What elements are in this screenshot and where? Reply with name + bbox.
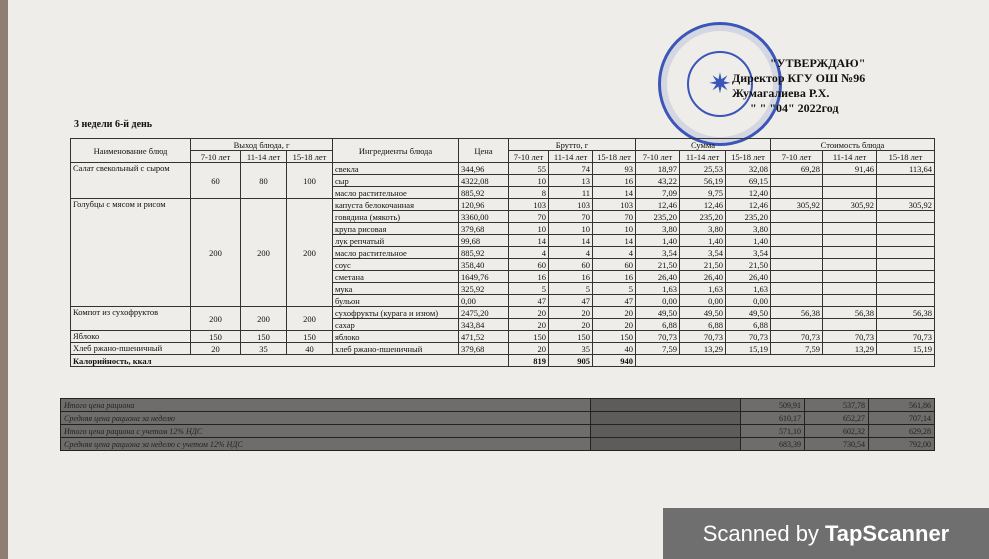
approval-date: " " "04" 2022год [750, 101, 839, 115]
age-header: 15-18 лет [877, 151, 935, 163]
gross-cell: 47 [509, 295, 549, 307]
summary-gap [591, 412, 741, 425]
cost-empty [771, 319, 823, 331]
sum-cell: 12,46 [680, 199, 726, 211]
ingredient-cell: масло растительное [333, 187, 459, 199]
cost-cell: 70,73 [877, 331, 935, 343]
price-cell: 1649,76 [459, 271, 509, 283]
gross-cell: 10 [593, 223, 636, 235]
summary-label: Итого цена рациона [61, 399, 591, 412]
ingredient-cell: говядина (мякоть) [333, 211, 459, 223]
gross-cell: 4 [593, 247, 636, 259]
header-gross: Брутто, г [509, 139, 636, 151]
gross-cell: 60 [593, 259, 636, 271]
dish-name: Компот из сухофруктов [71, 307, 191, 331]
cost-cell: 13,29 [823, 343, 877, 355]
ingredient-cell: крупа рисовая [333, 223, 459, 235]
sum-cell: 3,54 [680, 247, 726, 259]
header-ingredients: Ингредиенты блюда [333, 139, 459, 163]
cost-cell: 70,73 [823, 331, 877, 343]
cost-empty [877, 259, 935, 271]
sum-cell: 3,54 [726, 247, 771, 259]
sum-cell: 7,09 [636, 187, 680, 199]
cost-empty [771, 175, 823, 187]
gross-cell: 4 [549, 247, 593, 259]
sum-cell: 21,50 [726, 259, 771, 271]
cost-empty [823, 271, 877, 283]
gross-cell: 103 [593, 199, 636, 211]
yield-cell: 150 [241, 331, 287, 343]
summary-label: Итого цена рациона с учетом 12% НДС [61, 425, 591, 438]
yield-cell: 20 [191, 343, 241, 355]
age-header: 7-10 лет [191, 151, 241, 163]
sum-cell: 69,15 [726, 175, 771, 187]
summary-row [61, 438, 935, 451]
ingredient-cell: бульон [333, 295, 459, 307]
gross-cell: 10 [509, 223, 549, 235]
sum-cell: 70,73 [636, 331, 680, 343]
summary-value: 610,17 [741, 412, 805, 425]
sum-cell: 6,88 [726, 319, 771, 331]
sum-cell: 1,63 [680, 283, 726, 295]
price-cell: 343,84 [459, 319, 509, 331]
header-row-1 [71, 139, 935, 151]
sum-cell: 21,50 [680, 259, 726, 271]
ingredient-cell: свекла [333, 163, 459, 175]
ingredient-cell: сметана [333, 271, 459, 283]
gross-cell: 150 [509, 331, 549, 343]
summary-row [61, 425, 935, 438]
summary-value: 683,39 [741, 438, 805, 451]
cost-empty [771, 211, 823, 223]
gross-cell: 20 [509, 319, 549, 331]
gross-cell: 47 [593, 295, 636, 307]
ingredient-cell: масло растительное [333, 247, 459, 259]
summary-value: 792,00 [869, 438, 935, 451]
cost-empty [771, 259, 823, 271]
calories-value: 819 [509, 355, 549, 367]
cost-empty [823, 235, 877, 247]
sum-cell: 3,54 [636, 247, 680, 259]
gross-cell: 5 [549, 283, 593, 295]
age-header: 15-18 лет [287, 151, 333, 163]
price-cell: 885,92 [459, 187, 509, 199]
ingredient-cell: хлеб ржано-пшеничный [333, 343, 459, 355]
cost-cell: 56,38 [823, 307, 877, 319]
price-cell: 2475,20 [459, 307, 509, 319]
sum-cell: 26,40 [680, 271, 726, 283]
sum-cell: 70,73 [680, 331, 726, 343]
scanner-prefix: Scanned by [702, 520, 819, 546]
scanner-watermark [663, 508, 989, 559]
cost-cell: 56,38 [771, 307, 823, 319]
price-cell: 3360,00 [459, 211, 509, 223]
gross-cell: 70 [509, 211, 549, 223]
yield-cell: 200 [241, 199, 287, 307]
header-dish: Наименование блюд [71, 139, 191, 163]
gross-cell: 20 [593, 307, 636, 319]
gross-cell: 40 [593, 343, 636, 355]
cost-cell: 113,64 [877, 163, 935, 175]
gross-cell: 35 [549, 343, 593, 355]
ingredient-cell: капуста белокочанная [333, 199, 459, 211]
price-cell: 379,68 [459, 223, 509, 235]
summary-gap [591, 425, 741, 438]
sum-cell: 235,20 [680, 211, 726, 223]
cost-empty [823, 319, 877, 331]
dish-name: Голубцы с мясом и рисом [71, 199, 191, 307]
sum-cell: 49,50 [680, 307, 726, 319]
cost-empty [771, 235, 823, 247]
approval-title: "УТВЕРЖДАЮ" [770, 56, 866, 70]
summary-gap [591, 399, 741, 412]
summary-value: 652,27 [805, 412, 869, 425]
ingredient-cell: сахар [333, 319, 459, 331]
gross-cell: 14 [549, 235, 593, 247]
summary-row [61, 399, 935, 412]
gross-cell: 20 [593, 319, 636, 331]
yield-cell: 200 [287, 307, 333, 331]
sum-cell: 25,53 [680, 163, 726, 175]
dish-name: Яблоко [71, 331, 191, 343]
cost-empty [877, 235, 935, 247]
document-page [8, 0, 989, 559]
age-header: 7-10 лет [771, 151, 823, 163]
gross-cell: 70 [593, 211, 636, 223]
cost-empty [877, 319, 935, 331]
calories-row [71, 355, 935, 367]
price-cell: 379,68 [459, 343, 509, 355]
cost-empty [823, 187, 877, 199]
sum-cell: 6,88 [680, 319, 726, 331]
summary-value: 602,32 [805, 425, 869, 438]
age-header: 7-10 лет [636, 151, 680, 163]
cost-empty [771, 187, 823, 199]
approval-block [732, 56, 865, 116]
price-cell: 344,96 [459, 163, 509, 175]
sum-cell: 1,40 [680, 235, 726, 247]
emblem-icon: ✷ [687, 51, 753, 117]
gross-cell: 16 [549, 271, 593, 283]
sum-cell: 32,08 [726, 163, 771, 175]
gross-cell: 20 [549, 319, 593, 331]
dish-name: Хлеб ржано-пшеничный [71, 343, 191, 355]
calories-value: 905 [549, 355, 593, 367]
gross-cell: 20 [509, 307, 549, 319]
summary-gap [591, 438, 741, 451]
sum-cell: 21,50 [636, 259, 680, 271]
sum-cell: 1,63 [726, 283, 771, 295]
gross-cell: 16 [593, 271, 636, 283]
yield-cell: 80 [241, 163, 287, 199]
cost-empty [771, 295, 823, 307]
cost-cell: 56,38 [877, 307, 935, 319]
gross-cell: 47 [549, 295, 593, 307]
cost-empty [877, 175, 935, 187]
sum-cell: 9,75 [680, 187, 726, 199]
cost-empty [877, 271, 935, 283]
sum-cell: 0,00 [726, 295, 771, 307]
gross-cell: 70 [549, 211, 593, 223]
cost-cell: 7,59 [771, 343, 823, 355]
price-cell: 471,52 [459, 331, 509, 343]
summary-value: 629,28 [869, 425, 935, 438]
cost-cell: 305,92 [877, 199, 935, 211]
sum-cell: 18,97 [636, 163, 680, 175]
cost-cell: 69,28 [771, 163, 823, 175]
price-cell: 885,92 [459, 247, 509, 259]
summary-value: 571,10 [741, 425, 805, 438]
summary-row [61, 412, 935, 425]
header-yield: Выход блюда, г [191, 139, 333, 151]
gross-cell: 74 [549, 163, 593, 175]
approval-position: Директор КГУ ОШ №96 [732, 71, 866, 85]
yield-cell: 150 [191, 331, 241, 343]
table-row [71, 331, 935, 343]
calories-label: Калорийность, ккал [71, 355, 509, 367]
cost-cell: 70,73 [771, 331, 823, 343]
gross-cell: 93 [593, 163, 636, 175]
gross-cell: 150 [593, 331, 636, 343]
sum-cell: 1,40 [726, 235, 771, 247]
sum-cell: 6,88 [636, 319, 680, 331]
cost-empty [823, 283, 877, 295]
sum-cell: 7,59 [636, 343, 680, 355]
table-row [71, 199, 935, 211]
header-sum: Сумма [636, 139, 771, 151]
summary-label: Средняя цена рациона за неделю с учетом 12% НДС [61, 438, 591, 451]
sum-cell: 235,20 [726, 211, 771, 223]
gross-cell: 55 [509, 163, 549, 175]
dish-name: Салат свекольный с сыром [71, 163, 191, 199]
cost-empty [823, 259, 877, 271]
price-cell: 325,92 [459, 283, 509, 295]
gross-cell: 11 [549, 187, 593, 199]
gross-cell: 10 [549, 223, 593, 235]
yield-cell: 35 [241, 343, 287, 355]
summary-label: Средняя цена рациона за неделю [61, 412, 591, 425]
sum-cell: 15,19 [726, 343, 771, 355]
sum-cell: 1,63 [636, 283, 680, 295]
sum-cell: 26,40 [726, 271, 771, 283]
yield-cell: 40 [287, 343, 333, 355]
sum-cell: 49,50 [636, 307, 680, 319]
yield-cell: 100 [287, 163, 333, 199]
gross-cell: 5 [509, 283, 549, 295]
ingredient-cell: соус [333, 259, 459, 271]
price-cell: 358,40 [459, 259, 509, 271]
sum-cell: 12,40 [726, 187, 771, 199]
cost-empty [877, 295, 935, 307]
calories-value: 940 [593, 355, 636, 367]
menu-table [70, 138, 935, 367]
gross-cell: 150 [549, 331, 593, 343]
cost-empty [877, 223, 935, 235]
yield-cell: 150 [287, 331, 333, 343]
sum-cell: 235,20 [636, 211, 680, 223]
sum-cell: 12,46 [726, 199, 771, 211]
gross-cell: 13 [549, 175, 593, 187]
sum-cell: 3,80 [726, 223, 771, 235]
yield-cell: 200 [241, 307, 287, 331]
price-cell: 120,96 [459, 199, 509, 211]
cost-cell: 305,92 [823, 199, 877, 211]
cost-empty [823, 211, 877, 223]
sum-cell: 43,22 [636, 175, 680, 187]
age-header: 11-14 лет [549, 151, 593, 163]
gross-cell: 14 [593, 187, 636, 199]
gross-cell: 103 [549, 199, 593, 211]
day-label: 3 недели 6-й день [74, 119, 153, 130]
age-header: 11-14 лет [823, 151, 877, 163]
price-cell: 0,00 [459, 295, 509, 307]
gross-cell: 16 [509, 271, 549, 283]
age-header: 11-14 лет [680, 151, 726, 163]
age-header: 7-10 лет [509, 151, 549, 163]
age-header: 15-18 лет [726, 151, 771, 163]
table-row [71, 307, 935, 319]
gross-cell: 10 [509, 175, 549, 187]
summary-value: 707,14 [869, 412, 935, 425]
gross-cell: 4 [509, 247, 549, 259]
scanner-brand: TapScanner [824, 520, 950, 546]
ingredient-cell: мука [333, 283, 459, 295]
cost-cell: 15,19 [877, 343, 935, 355]
ingredient-cell: яблоко [333, 331, 459, 343]
approval-name: Жумагалиева Р.Х. [732, 86, 830, 100]
cost-empty [877, 187, 935, 199]
yield-cell: 200 [191, 307, 241, 331]
gross-cell: 8 [509, 187, 549, 199]
gross-cell: 20 [509, 343, 549, 355]
gross-cell: 103 [509, 199, 549, 211]
gross-cell: 5 [593, 283, 636, 295]
yield-cell: 60 [191, 163, 241, 199]
sum-cell: 49,50 [726, 307, 771, 319]
age-header: 15-18 лет [593, 151, 636, 163]
gross-cell: 60 [549, 259, 593, 271]
cost-empty [771, 247, 823, 259]
cost-empty [823, 247, 877, 259]
cost-empty [877, 247, 935, 259]
age-header: 11-14 лет [241, 151, 287, 163]
cost-empty [771, 271, 823, 283]
sum-cell: 56,19 [680, 175, 726, 187]
summary-value: 537,78 [805, 399, 869, 412]
gross-cell: 14 [509, 235, 549, 247]
summary-value: 730,54 [805, 438, 869, 451]
table-row [71, 163, 935, 175]
ingredient-cell: сыр [333, 175, 459, 187]
price-cell: 4322,08 [459, 175, 509, 187]
summary-value: 509,91 [741, 399, 805, 412]
sum-cell: 26,40 [636, 271, 680, 283]
cost-empty [771, 283, 823, 295]
sum-cell: 70,73 [726, 331, 771, 343]
price-cell: 99,68 [459, 235, 509, 247]
gross-cell: 16 [593, 175, 636, 187]
sum-cell: 0,00 [636, 295, 680, 307]
cost-empty [823, 223, 877, 235]
sum-cell: 3,80 [636, 223, 680, 235]
cost-cell: 91,46 [823, 163, 877, 175]
sum-cell: 3,80 [680, 223, 726, 235]
cost-empty [823, 175, 877, 187]
cost-cell: 305,92 [771, 199, 823, 211]
yield-cell: 200 [287, 199, 333, 307]
cost-empty [823, 295, 877, 307]
sum-cell: 13,29 [680, 343, 726, 355]
table-row [71, 343, 935, 355]
cost-empty [771, 223, 823, 235]
gross-cell: 60 [509, 259, 549, 271]
ingredient-cell: лук репчатый [333, 235, 459, 247]
cost-empty [877, 211, 935, 223]
summary-value: 561,86 [869, 399, 935, 412]
calories-empty [636, 355, 935, 367]
summary-table [60, 398, 935, 451]
gross-cell: 20 [549, 307, 593, 319]
yield-cell: 200 [191, 199, 241, 307]
gross-cell: 14 [593, 235, 636, 247]
sum-cell: 0,00 [680, 295, 726, 307]
cost-empty [877, 283, 935, 295]
sum-cell: 12,46 [636, 199, 680, 211]
ingredient-cell: сухофрукты (курага и изюм) [333, 307, 459, 319]
sum-cell: 1,40 [636, 235, 680, 247]
header-price: Цена [459, 139, 509, 163]
header-cost: Стоимость блюда [771, 139, 935, 151]
